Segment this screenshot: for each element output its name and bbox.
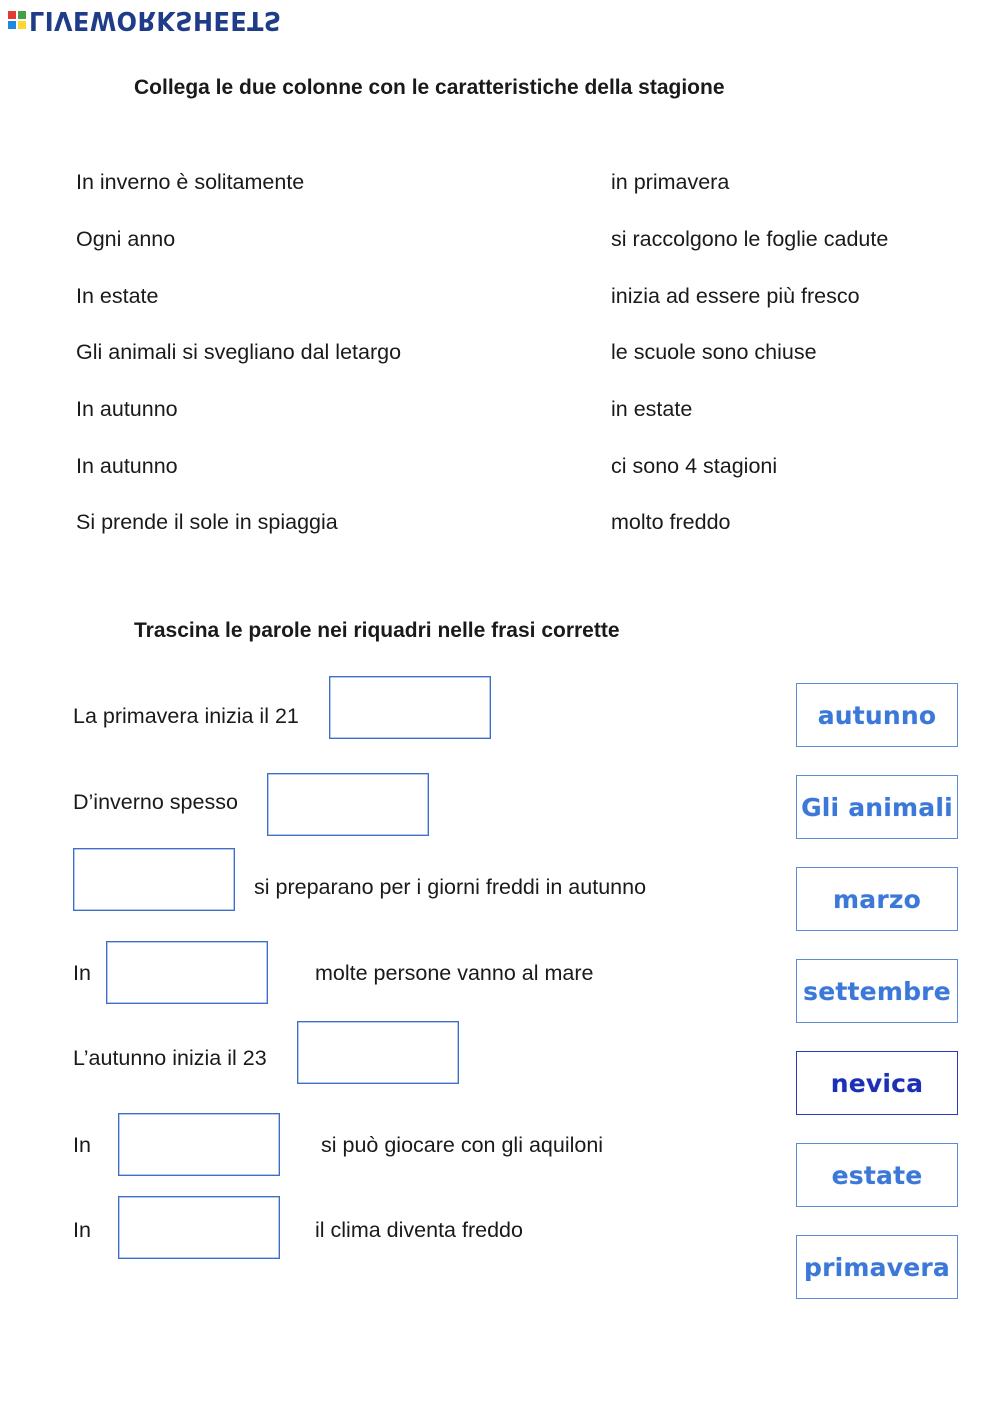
sentence-2-text: D’inverno spesso (73, 790, 238, 814)
right-item-6[interactable]: ci sono 4 stagioni (611, 454, 778, 478)
logo-text: LIVEWORKSHEETS (29, 5, 282, 35)
section2-title: Trascina le parole nei riquadri nelle frasi corrette (134, 619, 620, 642)
left-item-5[interactable]: In autunno (76, 397, 178, 421)
liveworksheets-logo (8, 6, 304, 34)
right-item-4[interactable]: le scuole sono chiuse (611, 340, 817, 364)
section1-title: Collega le due colonne con le caratteristiche della stagione (134, 76, 725, 99)
left-item-1[interactable]: In inverno è solitamente (76, 170, 305, 194)
word-chip-estate[interactable]: estate (796, 1143, 958, 1207)
logo-cubes-icon (8, 11, 26, 29)
sentence-6-text: si può giocare con gli aquiloni (321, 1133, 604, 1157)
left-item-4[interactable]: Gli animali si svegliano dal letargo (76, 340, 402, 364)
right-item-7[interactable]: molto freddo (611, 510, 731, 534)
sentence-4-prefix: In (73, 961, 91, 985)
word-chip-primavera[interactable]: primavera (796, 1235, 958, 1299)
drop-box-6[interactable] (118, 1113, 280, 1176)
drop-box-2[interactable] (267, 773, 429, 836)
right-item-2[interactable]: si raccolgono le foglie cadute (611, 227, 889, 251)
word-chip-gli-animali[interactable]: Gli animali (796, 775, 958, 839)
sentence-6-prefix: In (73, 1133, 91, 1157)
word-chip-autunno[interactable]: autunno (796, 683, 958, 747)
left-item-6[interactable]: In autunno (76, 454, 178, 478)
left-item-2[interactable]: Ogni anno (76, 227, 176, 251)
sentence-4-text: molte persone vanno al mare (315, 961, 594, 985)
word-chip-nevica[interactable]: nevica (796, 1051, 958, 1115)
drop-box-7[interactable] (118, 1196, 280, 1259)
sentence-7-text: il clima diventa freddo (315, 1218, 523, 1242)
sentence-5-text: L’autunno inizia il 23 (73, 1046, 267, 1070)
right-item-3[interactable]: inizia ad essere più fresco (611, 284, 860, 308)
sentence-7-prefix: In (73, 1218, 91, 1242)
sentence-3-text: si preparano per i giorni freddi in autunno (254, 875, 647, 899)
left-item-7[interactable]: Si prende il sole in spiaggia (76, 510, 338, 534)
drop-box-1[interactable] (329, 676, 491, 739)
right-item-1[interactable]: in primavera (611, 170, 730, 194)
drop-box-3[interactable] (73, 848, 235, 911)
drop-box-4[interactable] (106, 941, 268, 1004)
left-item-3[interactable]: In estate (76, 284, 159, 308)
drop-box-5[interactable] (297, 1021, 459, 1084)
sentence-1-text: La primavera inizia il 21 (73, 704, 299, 728)
right-item-5[interactable]: in estate (611, 397, 693, 421)
word-chip-marzo[interactable]: marzo (796, 867, 958, 931)
word-chip-settembre[interactable]: settembre (796, 959, 958, 1023)
